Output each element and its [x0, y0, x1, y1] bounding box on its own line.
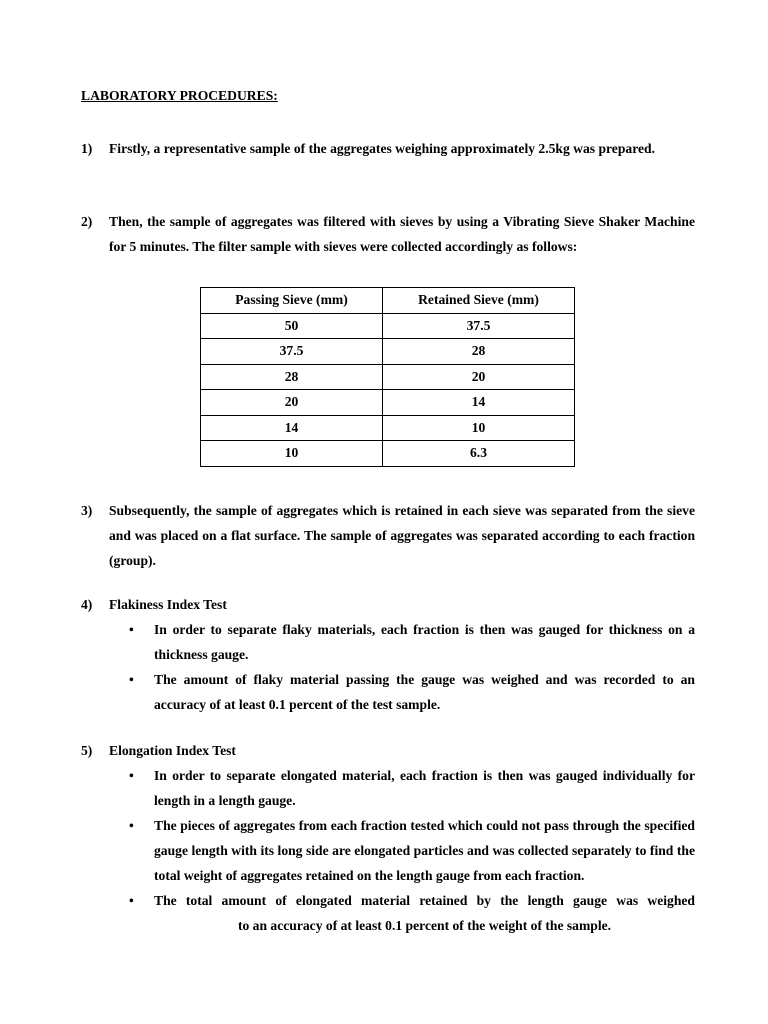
table-cell: 10: [201, 441, 383, 467]
step-title: Flakiness Index Test: [109, 597, 227, 612]
step-number: 2): [81, 214, 93, 229]
list-item-line: • The total amount of elongated material retained by the length gauge was weighed: [154, 893, 695, 908]
table-cell: 10: [383, 415, 575, 441]
table-cell: 20: [201, 390, 383, 416]
table-row: [201, 313, 575, 339]
table-cell: 20: [383, 364, 575, 390]
page-heading: LABORATORY PROCEDURES:: [81, 88, 278, 103]
step-text: Then, the sample of aggregates was filtered with sieves by using a Vibrating Sieve Shaker Machine for 5 minutes. The filter sample with sieves were collected accordingly as follows:: [109, 214, 695, 254]
sieve-table: [200, 287, 575, 467]
table-cell: 6.3: [383, 441, 575, 467]
table-row: [201, 364, 575, 390]
list-item: [81, 888, 695, 938]
list-item: • The pieces of aggregates from each fraction tested which could not pass through the specified gauge length with its long side are elongated particles and was collected separately to find the total weight of aggregates retained on the length gauge from each fraction.: [81, 813, 695, 888]
table-header-row: [201, 288, 575, 314]
table-cell: 28: [383, 339, 575, 365]
table-cell: 37.5: [383, 313, 575, 339]
step-1: [81, 136, 695, 161]
step-2: [81, 209, 695, 259]
table-cell: 37.5: [201, 339, 383, 365]
table-cell: 50: [201, 313, 383, 339]
table-row: [201, 390, 575, 416]
table-cell: 28: [201, 364, 383, 390]
bullet-list: [81, 617, 695, 717]
table-row: [201, 441, 575, 467]
list-item-line: to an accuracy of at least 0.1 percent of the weight of the sample.: [237, 918, 612, 933]
table-row: [201, 415, 575, 441]
step-number: 5): [81, 743, 93, 758]
bullet-list: [81, 763, 695, 938]
step-number: 3): [81, 503, 93, 518]
step-5: [81, 738, 695, 938]
step-4: [81, 592, 695, 717]
step-number: 4): [81, 597, 93, 612]
table-row: [201, 339, 575, 365]
step-title: Elongation Index Test: [109, 743, 236, 758]
column-header: Passing Sieve (mm): [201, 288, 383, 314]
step-text: Firstly, a representative sample of the aggregates weighing approximately 2.5kg was prepared.: [109, 141, 655, 156]
table-cell: 14: [201, 415, 383, 441]
step-text: Subsequently, the sample of aggregates which is retained in each sieve was separated from the sieve and was placed on a flat surface. The sample of aggregates was separated according to each fraction (group).: [109, 503, 695, 568]
step-3: [81, 498, 695, 573]
list-item: • In order to separate elongated material, each fraction is then was gauged individually for length in a length gauge.: [81, 763, 695, 813]
step-number: 1): [81, 141, 93, 156]
list-item: • In order to separate flaky materials, each fraction is then was gauged for thickness on a thickness gauge.: [81, 617, 695, 667]
column-header: Retained Sieve (mm): [383, 288, 575, 314]
list-item: • The amount of flaky material passing the gauge was weighed and was recorded to an accuracy of at least 0.1 percent of the test sample.: [81, 667, 695, 717]
table-cell: 14: [383, 390, 575, 416]
